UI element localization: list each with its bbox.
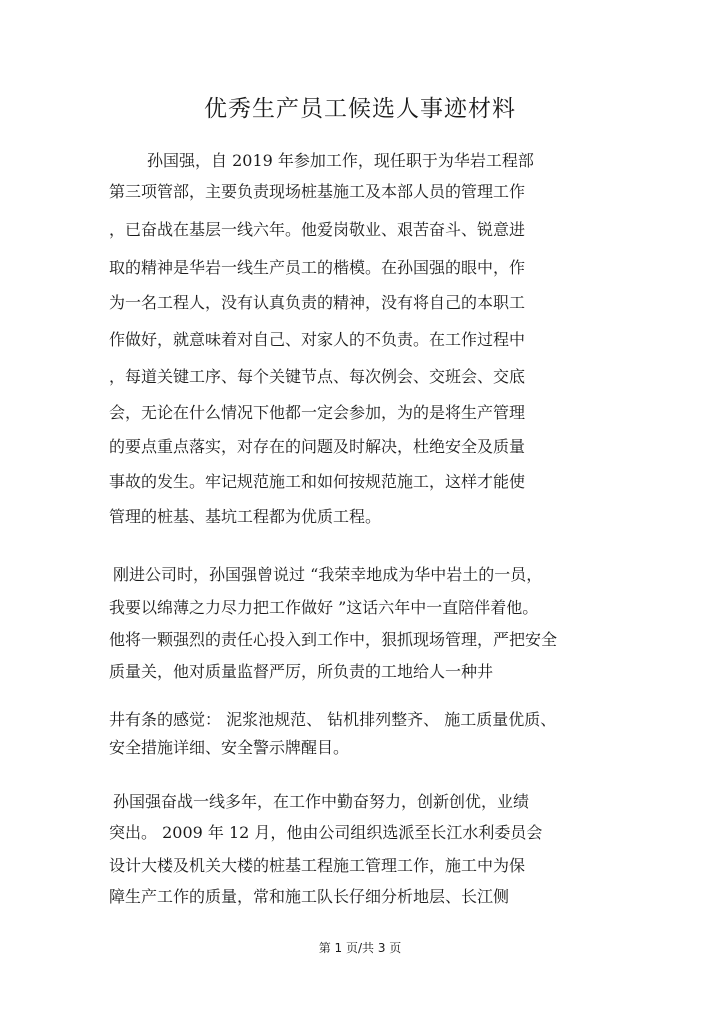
paragraph-1-line-10: 事故的发生。牢记规范施工和如何按规范施工，这样才能使	[109, 472, 526, 491]
paragraph-2-line-3: 他将一颗强烈的责任心投入到工作中，狠抓现场管理，严把安全	[109, 630, 558, 649]
paragraph-1-line-6: 作做好，就意味着对自己、对家人的不负责。在工作过程中	[109, 330, 526, 349]
paragraph-1-line-2: 第三项管部，主要负责现场桩基施工及本部人员的管理工作	[109, 182, 526, 201]
paragraph-1-line-1: 孙国强，自 2019 年参加工作，现任职于为华岩工程部	[147, 151, 534, 170]
paragraph-1-line-8: 会，无论在什么情况下他都一定会参加，为的是将生产管理	[109, 403, 526, 422]
paragraph-1-line-9: 的要点重点落实，对存在的问题及时解决，杜绝安全及质量	[109, 437, 526, 456]
paragraph-4-line-4: 障生产工作的质量，常和施工队长仔细分析地层、长江侧	[109, 887, 510, 906]
paragraph-3-line-1: 井有条的感觉： 泥浆池规范、 钻机排列整齐、 施工质量优质、	[109, 710, 557, 729]
paragraph-4-line-2: 突出。 2009 年 12 月，他由公司组织选派至长江水利委员会	[109, 823, 543, 842]
paragraph-1-line-3: ，已奋战在基层一线六年。他爱岗敬业、艰苦奋斗、锐意进	[109, 220, 526, 239]
document-title: 优秀生产员工候选人事迹材料	[204, 96, 516, 122]
paragraph-1-line-11: 管理的桩基、基坑工程都为优质工程。	[109, 507, 382, 526]
paragraph-1-line-7: ，每道关键工序、每个关键节点、每次例会、交班会、交底	[109, 367, 526, 386]
paragraph-4-line-3: 设计大楼及机关大楼的桩基工程施工管理工作，施工中为保	[109, 856, 526, 875]
paragraph-2-line-1: 刚进公司时，孙国强曾说过 “我荣幸地成为华中岩土的一员，	[113, 565, 543, 584]
paragraph-1-line-5: 为一名工程人，没有认真负责的精神，没有将自己的本职工	[109, 293, 526, 312]
paragraph-2-line-2: 我要以绵薄之力尽力把工作做好 ”这话六年中一直陪伴着他。	[109, 598, 539, 617]
paragraph-4-line-1: 孙国强奋战一线多年，在工作中勤奋努力，创新创优，业绩	[113, 792, 530, 811]
page-footer: 第 1 页/共 3 页	[318, 941, 402, 955]
paragraph-1-line-4: 取的精神是华岩一线生产员工的楷模。在孙国强的眼中，作	[109, 258, 526, 277]
paragraph-2-line-4: 质量关，他对质量监督严厉，所负责的工地给人一种井	[109, 662, 494, 681]
paragraph-3-line-2: 安全措施详细、安全警示牌醒目。	[109, 738, 350, 757]
